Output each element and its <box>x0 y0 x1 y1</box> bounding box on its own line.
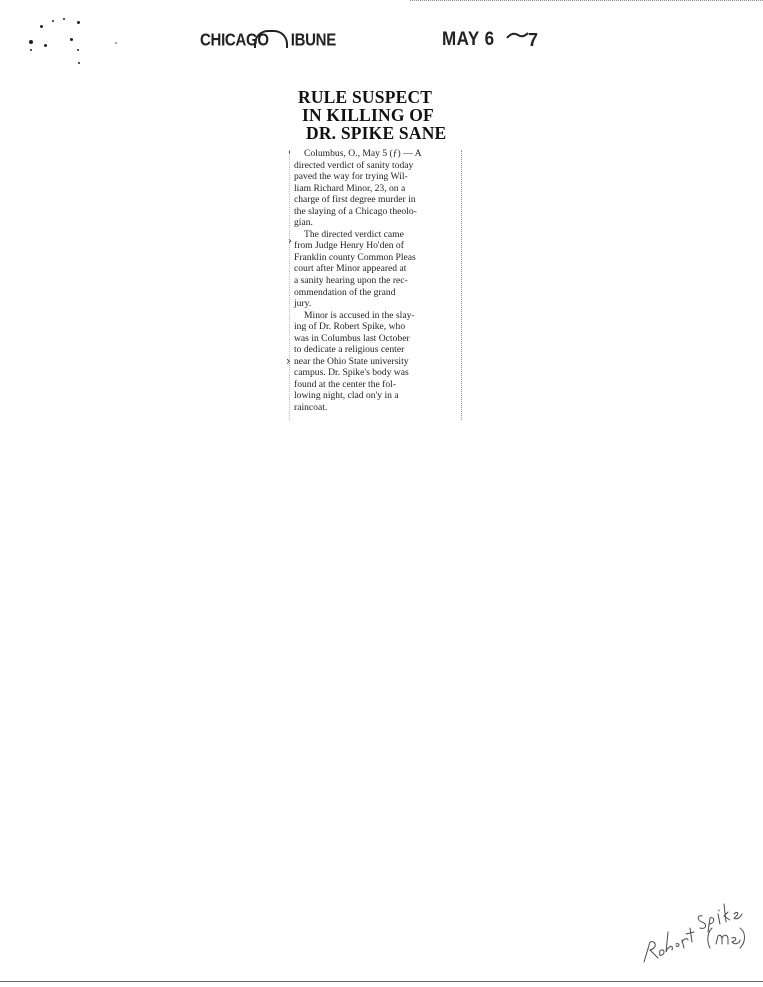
article-line: a sanity hearing upon the rec- <box>294 275 408 287</box>
clipping-right-edge <box>461 150 462 420</box>
scan-bottom-border <box>0 981 763 982</box>
margin-mark: › <box>286 354 291 368</box>
article-line: jury. <box>294 298 312 310</box>
article-line: directed verdict of sanity today <box>294 159 414 171</box>
article-line: to dedicate a religious center <box>294 344 405 356</box>
article-line: Columbus, O., May 5 (ƒ) — A <box>304 148 422 159</box>
article-line: court after Minor appeared at <box>294 263 407 275</box>
scan-top-border <box>410 0 763 1</box>
article-line: paved the way for trying Wil- <box>294 171 408 183</box>
headline-line: IN KILLING OF <box>302 105 434 125</box>
article-line: campus. Dr. Spike's body was <box>294 367 409 379</box>
article-body <box>294 148 458 414</box>
article-line: found at the center the fol- <box>294 378 397 390</box>
article-line: was in Columbus last October <box>294 332 410 344</box>
newspaper-name: CHICAGO IBUNE <box>200 30 336 51</box>
headline <box>294 88 458 142</box>
article-paragraph <box>294 148 458 229</box>
clipping-left-edge <box>289 150 290 420</box>
article-line: gian. <box>294 217 313 229</box>
headline-line: DR. SPIKE SANE <box>306 123 447 143</box>
margin-mark: › <box>288 236 292 247</box>
news-clipping <box>294 88 458 414</box>
article-line: the slaying of a Chicago theolo- <box>294 205 417 217</box>
year-digit: 7 <box>528 30 538 50</box>
clipping-date: MAY 6 <box>442 27 495 50</box>
article-line: raincoat. <box>294 402 328 414</box>
article-line: Franklin county Common Pleas <box>294 251 416 263</box>
article-line: charge of first degree murder in <box>294 194 416 206</box>
article-line: near the Ohio State university <box>294 355 409 367</box>
article-line: ommendation of the grand <box>294 286 396 298</box>
article-line: lowing night, clad on'y in a <box>294 390 399 402</box>
handwritten-signature <box>636 870 756 970</box>
article-line: ing of Dr. Robert Spike, who <box>294 321 406 333</box>
article-paragraph <box>294 229 458 310</box>
newspaper-name-arc <box>254 30 288 48</box>
article-line: liam Richard Minor, 23, on a <box>294 182 406 194</box>
article-line: Minor is accused in the slay- <box>304 309 415 321</box>
headline-line: RULE SUSPECT <box>298 87 433 107</box>
margin-mark: ' <box>288 150 291 161</box>
article-line: The directed verdict came <box>304 228 404 240</box>
article-line: from Judge Henry Ho'den of <box>294 240 404 252</box>
article-paragraph <box>294 310 458 414</box>
